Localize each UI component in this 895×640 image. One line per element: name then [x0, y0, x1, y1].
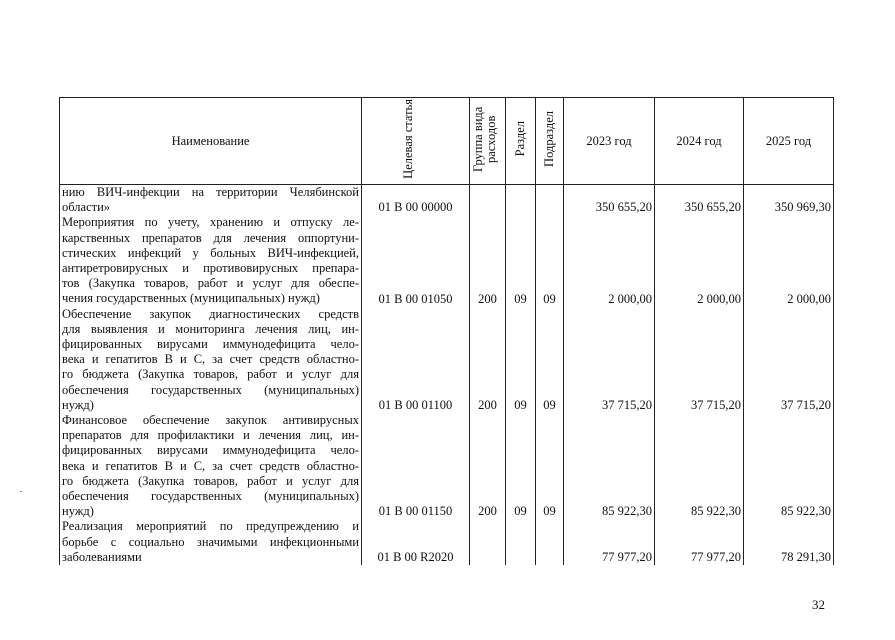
row-amount-2023: 85 922,30: [564, 413, 655, 519]
row-name-line: нию ВИЧ-инфекции на территории Челябинской: [62, 185, 359, 199]
header-2023: 2023 год: [564, 98, 655, 185]
row-expense-group: 200: [470, 215, 506, 306]
row-name-line: го бюджета (Закупка товаров, работ и услуг для: [62, 367, 359, 382]
row-name-line: Финансовое обеспечение закупок антивирусных: [62, 413, 359, 428]
row-name-line: фицированных вирусами иммунодефицита чело-: [62, 337, 359, 352]
header-subsection: [536, 98, 564, 185]
row-subsection: 09: [536, 215, 564, 306]
row-name-line: для выявления и мониторинга лечения лиц, ин-: [62, 321, 359, 336]
row-name-line: тов (Закупка товаров, работ и услуг для обеспе-: [62, 276, 359, 291]
row-name: [60, 519, 362, 565]
row-section: 09: [506, 413, 536, 519]
row-amount-2024: 77 977,20: [655, 519, 744, 565]
table-row: [60, 307, 834, 413]
row-name: [60, 413, 362, 519]
row-name: [60, 215, 362, 306]
row-name-line: века и гепатитов В и С, за счет средств областно-: [62, 352, 359, 367]
row-amount-2023: 37 715,20: [564, 307, 655, 413]
row-name-line: Реализация мероприятий по предупреждению и: [62, 519, 359, 534]
row-amount-2023: 2 000,00: [564, 215, 655, 306]
row-name-line: карственных препаратов для лечения оппортуни-: [62, 230, 359, 245]
row-name: [60, 307, 362, 413]
row-amount-2024: 350 655,20: [655, 185, 744, 216]
row-subsection: 09: [536, 413, 564, 519]
row-name-line: нужд): [62, 397, 94, 412]
margin-mark: [20, 491, 22, 492]
header-2024: 2024 год: [655, 98, 744, 185]
header-group-text: Группа вида расходов: [471, 106, 498, 172]
header-row: [60, 98, 834, 185]
header-subsection-text: Подраздел: [542, 111, 556, 167]
row-subsection: 09: [536, 307, 564, 413]
row-name-line: борьбе с социально значимыми инфекционными: [62, 534, 359, 549]
row-target-code: 01 В 00 01100: [362, 307, 470, 413]
row-name-line: чения государственных (муниципальных) нужд): [62, 291, 320, 306]
page-number: 32: [812, 597, 825, 612]
row-section: 09: [506, 307, 536, 413]
header-2025: 2025 год: [744, 98, 834, 185]
table-row: [60, 413, 834, 519]
row-name-line: нужд): [62, 504, 94, 519]
row-name-line: Мероприятия по учету, хранению и отпуску ле-: [62, 215, 359, 230]
row-expense-group: 200: [470, 413, 506, 519]
row-name-line: антиретровирусных и противовирусных препара-: [62, 261, 359, 276]
header-target-text: Целевая статья: [400, 99, 415, 179]
row-amount-2024: 37 715,20: [655, 307, 744, 413]
row-amount-2023: 77 977,20: [564, 519, 655, 565]
table-row: [60, 215, 834, 306]
row-expense-group: [470, 185, 506, 216]
row-name-line: века и гепатитов В и С, за счет средств областно-: [62, 458, 359, 473]
row-name-line: Обеспечение закупок диагностических средств: [62, 306, 359, 321]
row-name-line: области»: [62, 200, 111, 215]
row-name-line: обеспечения государственных (муниципальных): [62, 382, 359, 397]
row-expense-group: 200: [470, 307, 506, 413]
row-amount-2025: 78 291,30: [744, 519, 834, 565]
header-section: [506, 98, 536, 185]
row-target-code: 01 В 00 R2020: [362, 519, 470, 565]
table-row: [60, 519, 834, 565]
header-section-text: Раздел: [513, 121, 527, 157]
row-amount-2024: 2 000,00: [655, 215, 744, 306]
row-target-code: 01 В 00 01150: [362, 413, 470, 519]
header-target: [362, 98, 470, 185]
row-amount-2025: 350 969,30: [744, 185, 834, 216]
row-section: [506, 519, 536, 565]
row-amount-2025: 2 000,00: [744, 215, 834, 306]
row-subsection: [536, 185, 564, 216]
row-name-line: фицированных вирусами иммунодефицита чело-: [62, 443, 359, 458]
row-name: [60, 185, 362, 216]
header-name: Наименование: [60, 98, 362, 185]
row-amount-2023: 350 655,20: [564, 185, 655, 216]
row-expense-group: [470, 519, 506, 565]
table-body: [60, 185, 834, 566]
row-section: 09: [506, 215, 536, 306]
table-row: [60, 185, 834, 216]
row-name-line: заболеваниями: [62, 549, 142, 564]
row-amount-2024: 85 922,30: [655, 413, 744, 519]
row-amount-2025: 85 922,30: [744, 413, 834, 519]
budget-table: [59, 97, 834, 565]
row-target-code: 01 В 00 00000: [362, 185, 470, 216]
row-target-code: 01 В 00 01050: [362, 215, 470, 306]
row-name-line: го бюджета (Закупка товаров, работ и услуг для: [62, 473, 359, 488]
row-name-line: обеспечения государственных (муниципальных): [62, 489, 359, 504]
row-amount-2025: 37 715,20: [744, 307, 834, 413]
row-name-line: стических инфекций у больных ВИЧ-инфекцией,: [62, 245, 359, 260]
row-section: [506, 185, 536, 216]
row-subsection: [536, 519, 564, 565]
row-name-line: препаратов для профилактики и лечения лиц, ин-: [62, 428, 359, 443]
header-group: [470, 98, 506, 185]
